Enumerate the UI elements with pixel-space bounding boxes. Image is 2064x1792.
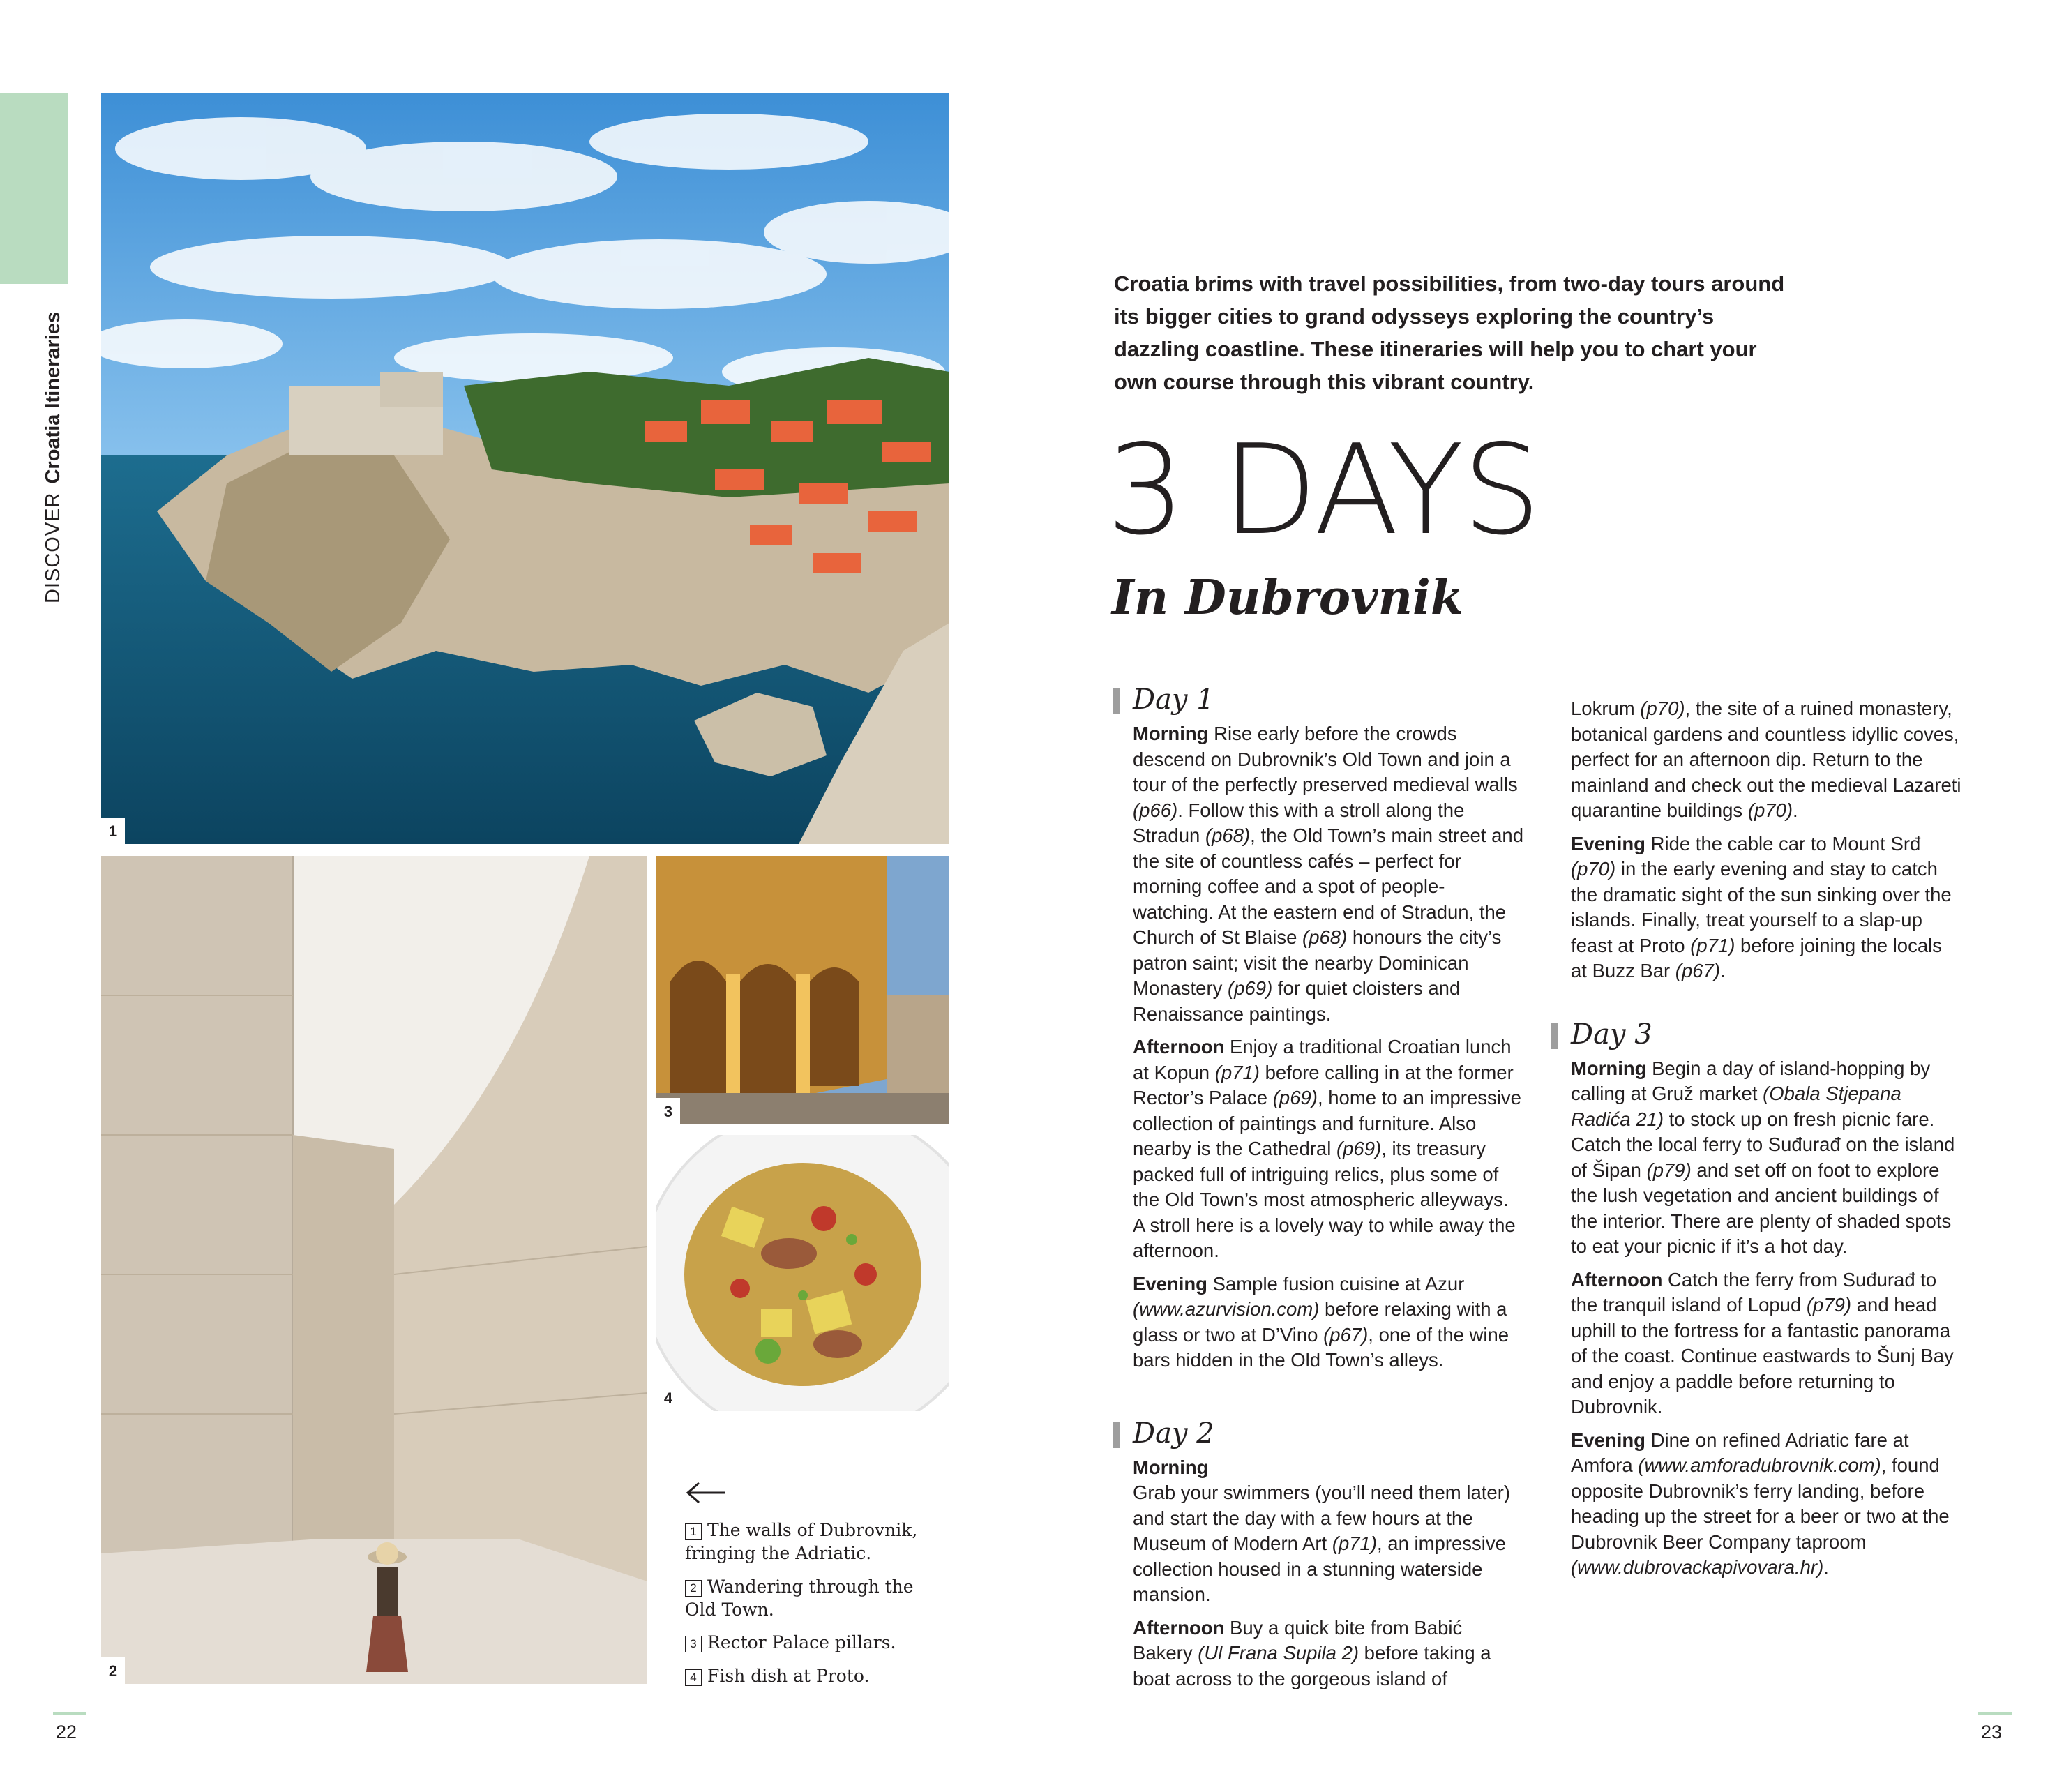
day-3-heading: Day 3 — [1551, 1017, 1961, 1052]
photo-number: 4 — [656, 1385, 680, 1411]
photo-number: 1 — [101, 818, 125, 844]
column-2 — [1571, 696, 1961, 1588]
day-2-afternoon-cont: Lokrum (p70), the site of a ruined monastery, botanical gardens and countless idyllic coves, perfect for an afternoon dip. Return to the mainland and check out the medieval Lazareti quarantine buildings (p70). — [1571, 698, 1961, 821]
page-rule-right — [1978, 1712, 2012, 1715]
photo-dubrovnik-walls — [101, 93, 949, 844]
photo-old-town-alley — [101, 856, 647, 1684]
caption-2: 2 Wandering through the Old Town. — [685, 1576, 914, 1620]
section-title: Croatia Itineraries — [42, 311, 64, 484]
caption-4: 4 Fish dish at Proto. — [685, 1664, 943, 1687]
day-1-heading: Day 1 — [1113, 682, 1523, 717]
page-rule-left — [53, 1712, 86, 1715]
day-1-afternoon: Afternoon Enjoy a traditional Croatian lunch at Kopun (p71) before calling in at the former Rector’s Palace (p69), home to an impressive collection of paintings and furniture. Also nearby is the Cathedral (p69), its treasury packed full of intriguing relics, plus some of the Old Town’s most atmospheric alleyways. A stroll here is a lovely way to while away the afternoon. — [1133, 1036, 1521, 1261]
day-2-evening: Evening Ride the cable car to Mount Srđ (p70) in the early evening and stay to catch the dramatic sight of the sun sinking over the islands. Finally, treat yourself to a slap-up feast at Proto (p71) before joining the locals at Buzz Bar (p67). — [1571, 832, 1952, 981]
day-2-afternoon: Afternoon Buy a quick bite from Babić Bakery (Ul Frana Supila 2) before taking a boat across to the gorgeous island of — [1133, 1616, 1491, 1689]
day-2-morning: Morning Grab your swimmers (you’ll need them later) and start the day with a few hours at the Museum of Modern Art (p71), an impressive collection housed in a stunning waterside mansion. — [1133, 1456, 1511, 1605]
day-3-morning: Morning Begin a day of island-hopping by calling at Gruž market (Obala Stjepana Radića 21) to stock up on fresh picnic fare. Catch the local ferry to Suđurađ on the island of Šipan (p79) and set off on foot to explore the lush vegetation and ancient buildings of the interior. There are plenty of shaded spots to eat your picnic if it’s a hot day. — [1571, 1057, 1955, 1257]
photo-number: 2 — [101, 1657, 125, 1684]
photo-number: 3 — [656, 1098, 680, 1124]
section-name: DISCOVER — [42, 492, 64, 603]
column-1 — [1133, 682, 1523, 1699]
day-1-morning: Morning Rise early before the crowds descend on Dubrovnik’s Old Town and join a tour of the perfectly preserved medieval walls (p66). Follow this with a stroll along the Stradun (p68), the Old Town’s main street and the site of countless cafés – perfect for morning coffee and a spot of people-watching. At the eastern end of Stradun, the Church of St Blaise (p68) honours the city’s patron saint; visit the nearby Dominican Monastery (p69) for quiet cloisters and Renaissance paintings. — [1133, 723, 1524, 1025]
day-1-evening: Evening Sample fusion cuisine at Azur (www.azurvision.com) before relaxing with a glass or two at D’Vino (p67), one of the wine bars hidden in the Old Town’s alleys. — [1133, 1272, 1509, 1371]
photo-rector-palace — [656, 856, 949, 1124]
subhead: In Dubrovnik — [1112, 570, 1463, 626]
section-label — [42, 255, 105, 603]
day-3-afternoon: Afternoon Catch the ferry from Suđurađ to the tranquil island of Lopud (p79) and head uphill to the fortress for a fantastic panorama of the coast. Continue eastwards to Šunj Bay and enjoy a paddle before returning to Dubrovnik. — [1571, 1268, 1954, 1417]
arrow-left-icon — [685, 1479, 727, 1507]
page-number-left: 22 — [56, 1722, 77, 1742]
photo-fish-dish — [656, 1135, 949, 1411]
day-2-heading: Day 2 — [1113, 1416, 1523, 1451]
page-number-right: 23 — [1981, 1722, 2003, 1742]
headline: 3 DAYS — [1106, 418, 1540, 562]
caption-3: 3 Rector Palace pillars. — [685, 1631, 943, 1654]
day-3-evening: Evening Dine on refined Adriatic fare at Amfora (www.amforadubrovnik.com), found opposite Dubrovnik’s ferry landing, before heading up the street for a beer or two at the Dubrovnik Beer Company taproom (www.dubrovackapivovara.hr). — [1571, 1429, 1950, 1578]
intro-paragraph: Croatia brims with travel possibilities, from two-day tours around its bigger cities to grand odysseys exploring the country’s dazzling coastline. These itineraries will help you to chart your own course through this vibrant country. — [1114, 271, 1785, 394]
caption-1: 1 The walls of Dubrovnik, fringing the Adriatic. — [685, 1520, 918, 1563]
